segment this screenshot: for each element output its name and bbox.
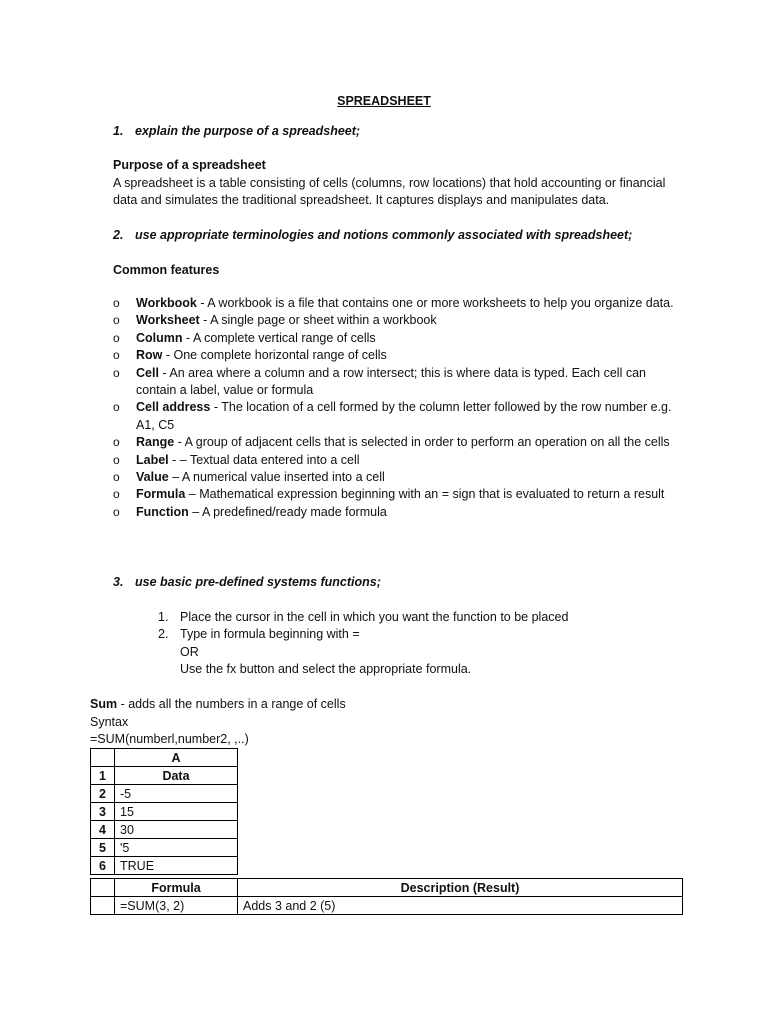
table-row [91, 803, 238, 821]
bullet-icon: o [113, 400, 120, 415]
feature-item [113, 486, 683, 503]
step-line: OR [180, 644, 199, 659]
formula-header: Formula [115, 879, 238, 897]
feature-description: - – Textual data entered into a cell [168, 452, 360, 467]
document-title: SPREADSHEET [337, 94, 431, 108]
step-line: Type in formula beginning with = [180, 627, 360, 642]
feature-description: – Mathematical expression beginning with an = sign that is evaluated to return a result [185, 487, 665, 502]
question-2-text: use appropriate terminologies and notions commonly associated with spreadsheet; [135, 228, 633, 242]
step-line: Use the fx button and select the appropriate formula. [180, 662, 472, 677]
sum-section [90, 696, 346, 749]
feature-description: - A single page or sheet within a workbook [199, 313, 437, 328]
feature-term: Cell address [136, 400, 211, 415]
bullet-icon: o [113, 330, 120, 345]
row-number: 3 [91, 803, 115, 821]
table-row [91, 839, 238, 857]
bullet-icon: o [113, 348, 120, 363]
feature-item [113, 330, 683, 347]
formula-table [90, 878, 683, 915]
formula-corner-cell [91, 879, 115, 897]
step-number: 2. [158, 627, 169, 642]
feature-item [113, 504, 683, 521]
table-row [91, 821, 238, 839]
empty-cell [91, 897, 115, 915]
step-number: 1. [158, 610, 169, 624]
feature-term: Formula [136, 487, 186, 502]
feature-item [113, 434, 683, 451]
data-cell: -5 [115, 785, 238, 803]
column-header-a: A [115, 749, 238, 767]
table-row [91, 857, 238, 875]
description-header: Description (Result) [238, 879, 683, 897]
feature-term: Label [136, 452, 169, 467]
sum-term: Sum [90, 697, 118, 711]
question-3 [113, 575, 381, 589]
purpose-line-1: A spreadsheet is a table consisting of cells (columns, row locations) that hold accounting or financial [113, 175, 666, 190]
data-table [90, 748, 238, 875]
table-row [91, 767, 238, 785]
data-cell: 15 [115, 803, 238, 821]
feature-description: - A workbook is a file that contains one or more worksheets to help you organize data. [196, 296, 674, 310]
question-1 [113, 124, 360, 138]
bullet-icon: o [113, 296, 120, 310]
feature-term: Workbook [136, 296, 197, 310]
feature-term: Function [136, 504, 189, 519]
bullet-icon: o [113, 313, 120, 328]
feature-description: - An area where a column and a row intersect; this is where data is typed. Each cell can contain a label, value or formula [136, 365, 646, 398]
feature-description: - A complete vertical range of cells [182, 330, 376, 345]
feature-term: Cell [136, 365, 159, 380]
question-2-number: 2. [113, 228, 124, 242]
feature-item [113, 347, 683, 364]
feature-description: – A predefined/ready made formula [188, 504, 387, 519]
bullet-icon: o [113, 435, 120, 450]
feature-term: Value [136, 470, 169, 485]
question-3-number: 3. [113, 575, 124, 589]
step-item [158, 609, 568, 626]
feature-description: - One complete horizontal range of cells [162, 348, 387, 363]
feature-description: - A group of adjacent cells that is selected in order to perform an operation on all the cells [174, 435, 670, 450]
steps-list [158, 609, 568, 679]
feature-item [113, 399, 683, 434]
feature-item [113, 365, 683, 400]
feature-item [113, 295, 683, 312]
features-heading: Common features [113, 263, 220, 277]
bullet-icon: o [113, 365, 120, 380]
feature-description: – A numerical value inserted into a cell [168, 470, 385, 485]
data-cell: 30 [115, 821, 238, 839]
question-1-text: explain the purpose of a spreadsheet; [135, 124, 361, 138]
feature-term: Row [136, 348, 163, 363]
data-cell: Data [115, 767, 238, 785]
purpose-line-2: data and simulates the traditional spreadsheet. It captures displays and manipulates data. [113, 193, 610, 207]
table-row [91, 897, 683, 915]
row-number: 4 [91, 821, 115, 839]
purpose-section [113, 157, 683, 210]
question-2 [113, 228, 632, 242]
row-number: 5 [91, 839, 115, 857]
question-1-number: 1. [113, 124, 124, 138]
bullet-icon: o [113, 452, 120, 467]
bullet-icon: o [113, 504, 120, 519]
bullet-icon: o [113, 487, 120, 502]
table-row [91, 785, 238, 803]
step-line: Place the cursor in the cell in which you want the function to be placed [180, 610, 569, 624]
purpose-heading: Purpose of a spreadsheet [113, 158, 266, 172]
sum-description: - adds all the numbers in a range of cells [117, 697, 346, 711]
data-cell: TRUE [115, 857, 238, 875]
feature-term: Range [136, 435, 175, 450]
formula-cell: =SUM(3, 2) [115, 897, 238, 915]
feature-term: Column [136, 330, 183, 345]
step-item [158, 626, 568, 678]
syntax-text: =SUM(numberl,number2, ,..) [90, 732, 249, 746]
data-cell: '5 [115, 839, 238, 857]
bullet-icon: o [113, 470, 120, 485]
sum-definition [90, 696, 346, 714]
corner-cell [91, 749, 115, 767]
syntax-label: Syntax [90, 714, 129, 729]
row-number: 1 [91, 767, 115, 785]
row-number: 2 [91, 785, 115, 803]
feature-item [113, 312, 683, 329]
feature-term: Worksheet [136, 313, 200, 328]
feature-item [113, 452, 683, 469]
description-cell: Adds 3 and 2 (5) [238, 897, 683, 915]
formula-table-header-row [91, 879, 683, 897]
data-table-header-row [91, 749, 238, 767]
feature-description: - The location of a cell formed by the column letter followed by the row number e.g. A1, C5 [136, 400, 672, 432]
feature-item [113, 469, 683, 486]
row-number: 6 [91, 857, 115, 875]
features-list [113, 295, 683, 521]
question-3-text: use basic pre-defined systems functions; [135, 575, 381, 589]
